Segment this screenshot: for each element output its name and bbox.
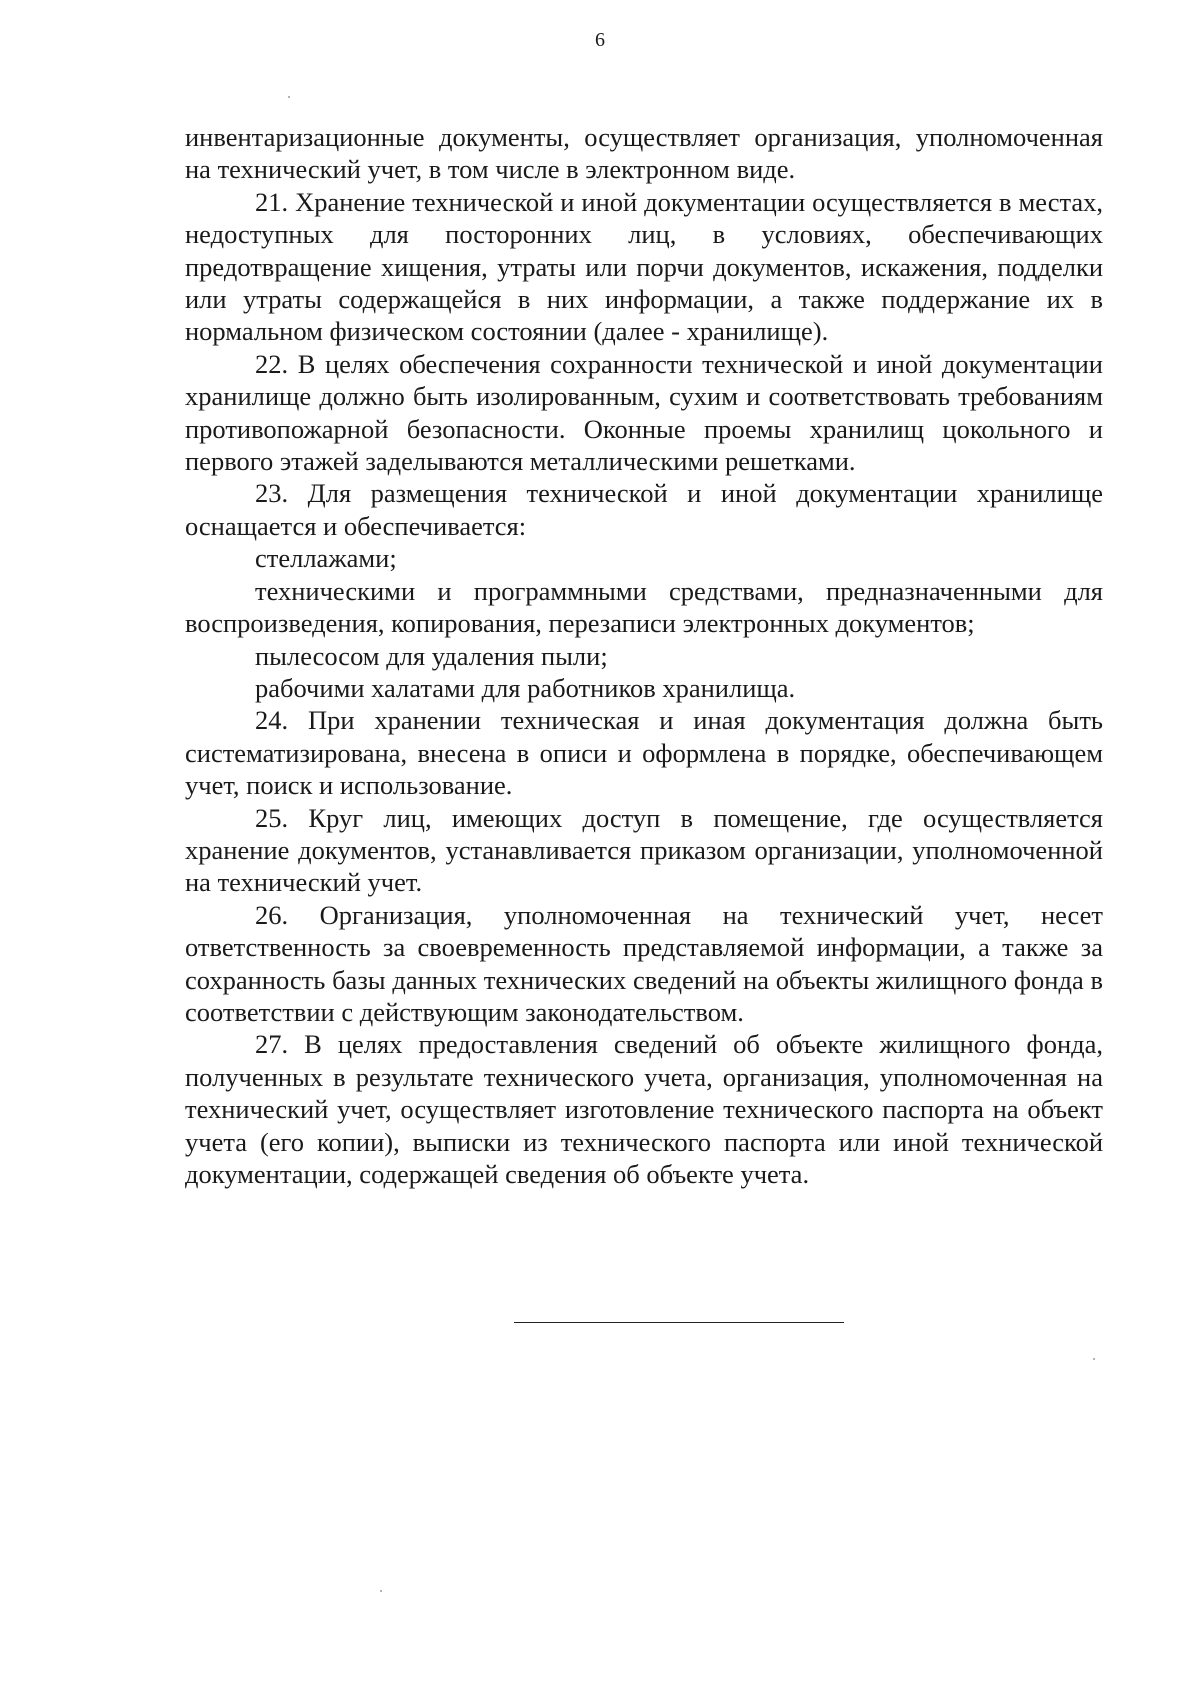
paragraph-23: 23. Для размещения технической и иной документации хранилище оснащается и обеспечивается: (185, 478, 1103, 541)
paragraph-continuation: инвентаризационные документы, осуществляет организация, уполномоченная на технический учет, в том числе в электронном виде. (185, 122, 1103, 185)
document-body (185, 121, 1103, 1190)
end-separator-line (514, 1322, 844, 1323)
list-item-technical-means: техническими и программными средствами, предназначенными для воспроизведения, копирования, перезаписи электронных документов; (185, 575, 1103, 639)
scan-speck (288, 96, 290, 98)
list-item-shelving: стеллажами; (255, 543, 397, 574)
paragraph-27: 27. В целях предоставления сведений об объекте жилищного фонда, полученных в результате технического учета, организация, уполномоченная на технический учет, осуществляет изготовление технического паспорта на объект учета (его копии), выписки из технического паспорта или иной технической документации, содержащей сведения об объекте учета. (185, 1029, 1103, 1189)
paragraph-26: 26. Организация, уполномоченная на технический учет, несет ответственность за своевременность представляемой информации, а также за сохранность базы данных технических сведений на объекты жилищного фонда в соответствии с действующим законодательством. (185, 899, 1103, 1027)
paragraph-24: 24. При хранении техническая и иная документация должна быть систематизирована, внесена в описи и оформлена в порядке, обеспечивающем учет, поиск и использование. (185, 705, 1103, 801)
paragraph-21: 21. Хранение технической и иной документации осуществляется в местах, недоступных для посторонних лиц, в условиях, обеспечивающих предотвращение хищения, утраты или порчи документов, искажения, подделки или утраты содержащейся в них информации, а также поддержание их в нормальном физическом состоянии (далее - хранилище). (185, 186, 1103, 347)
page-number: 6 (595, 29, 605, 51)
list-item-work-coats: рабочими халатами для работников хранилища. (255, 672, 796, 703)
scan-speck (1093, 1358, 1095, 1360)
paragraph-22: 22. В целях обеспечения сохранности технической и иной документации хранилище должно быть изолированным, сухим и соответствовать требованиям противопожарной безопасности. Оконные проемы хранилищ цокольного и первого этажей заделываются металлическими решетками. (185, 348, 1103, 477)
paragraph-25: 25. Круг лиц, имеющих доступ в помещение, где осуществляется хранение документов, устанавливается приказом организации, уполномоченной на технический учет. (185, 802, 1103, 898)
list-item-vacuum-cleaner: пылесосом для удаления пыли; (255, 640, 608, 671)
scan-speck (380, 1590, 382, 1592)
